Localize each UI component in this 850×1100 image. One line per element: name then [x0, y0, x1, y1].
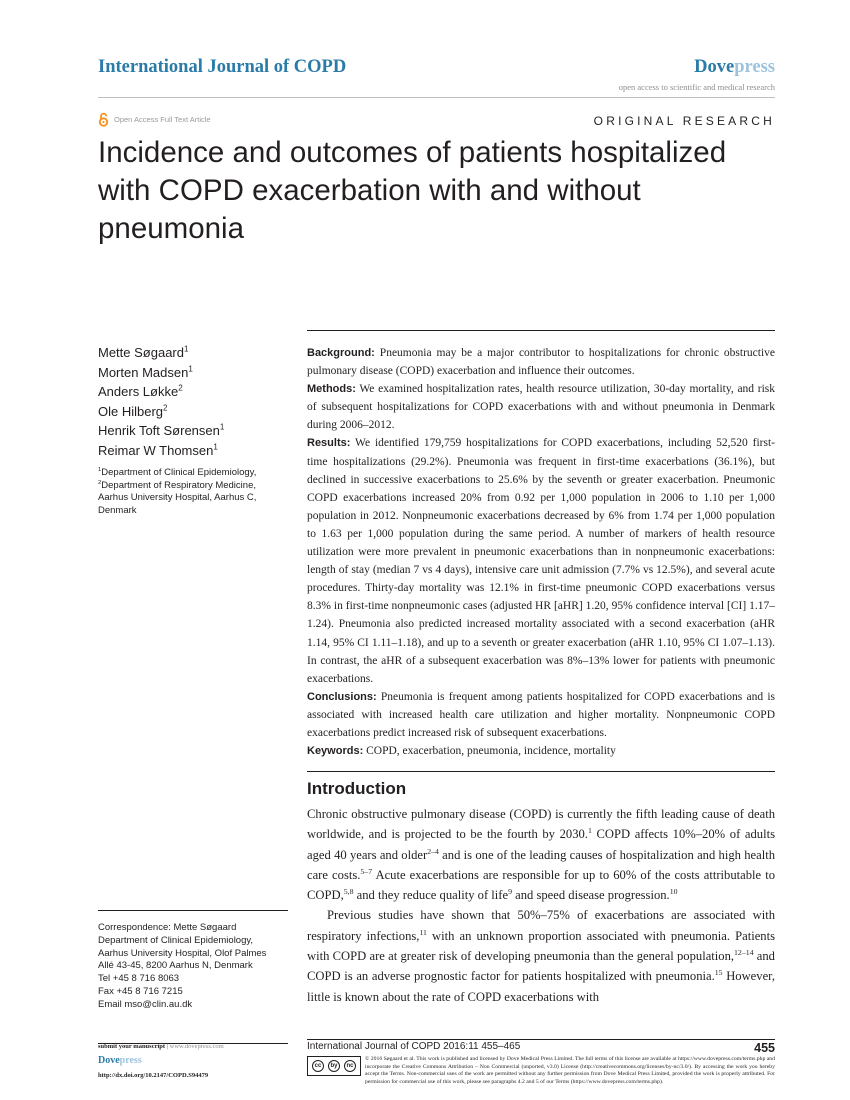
affiliations: $^1$Department of Clinical Epidemiology, $^2$Department of Respiratory Medicine, Aarhus University Hospital, Aarhus C, Denmark — [98, 466, 257, 516]
introduction-paragraph: Chronic obstructive pulmonary disease (COPD) is currently the fifth leading cause of death worldwide, and is projected to be the fourth by 2030.$^1$ COPD affects 10%–20% of adults aged 40 years and older$^{2-4}$ and is one of the leading causes of hospitalization and high health care costs.$^{5-7}$ Acute exacerbations are responsible for up to 60% of the costs attributable to COPD,$^{5,8}$ and they reduce quality of life$^9$ and speed disease progression.$^{10}$ — [307, 807, 776, 903]
author: Ole Hilberg$^2$ — [98, 403, 168, 419]
correspondence-line: Correspondence: Mette Søgaard — [98, 922, 237, 933]
correspondence-line: Allé 43-45, 8200 Aarhus N, Denmark — [98, 960, 253, 972]
article-title: Incidence and outcomes of patients hospitalized with COPD exacerbation with and without pneumonia — [98, 136, 727, 245]
publisher-tagline: open access to scientific and medical research — [618, 82, 775, 92]
open-access-lock-icon — [98, 112, 109, 127]
correspondence-block — [98, 922, 298, 1012]
section-heading-introduction: Introduction — [307, 779, 407, 798]
article-type: ORIGINAL RESEARCH — [593, 114, 775, 128]
author-list — [98, 343, 224, 460]
abstract-methods: Methods: We examined hospitalization rates, health resource utilization, 30-day mortality, and risk of subsequent hospitalizations for COPD exacerbations with and without pneumonia in Denmark during 2006–2012. — [307, 383, 775, 432]
open-access-label: Open Access Full Text Article — [114, 115, 211, 124]
header-divider — [98, 97, 775, 98]
author: Mette Søgaard$^1$ — [98, 344, 189, 360]
correspondence-phone: Tel +45 8 716 8063 — [98, 973, 180, 985]
page-number: 455 — [754, 1041, 775, 1055]
correspondence-rule — [98, 910, 288, 911]
footer-publisher-logo[interactable]: Dovepress — [98, 1055, 142, 1066]
publisher-logo[interactable] — [694, 57, 775, 78]
abstract-keywords: Keywords: COPD, exacerbation, pneumonia, incidence, mortality — [307, 745, 616, 758]
author: Reimar W Thomsen$^1$ — [98, 442, 218, 458]
abstract-background: Background: Pneumonia may be a major contributor to hospitalizations for chronic obstructive pulmonary disease (COPD) exacerbation and influence their outcomes. — [307, 347, 775, 378]
author: Henrik Toft Sørensen$^1$ — [98, 422, 225, 438]
footer-citation: International Journal of COPD 2016:11 455–465 — [307, 1041, 521, 1052]
introduction-body — [307, 804, 775, 1007]
abstract-conclusions: Conclusions: Pneumonia is frequent among patients hospitalized for COPD exacerbations and is associated with increased health care utilization and higher mortality. Nonpneumonic COPD exacerbations predict increased risk of subsequent exacerbations. — [307, 690, 775, 739]
journal-title[interactable]: International Journal of COPD — [98, 57, 347, 77]
correspondence-email[interactable]: Email mso@clin.au.dk — [98, 998, 193, 1010]
correspondence-line: Aarhus University Hospital, Olof Palmes — [98, 947, 267, 959]
introduction-paragraph: Previous studies have shown that 50%–75% of exacerbations are associated with respiratory infections,$^{11}$ with an unknown proportion associated with pneumonia. Patients with COPD are at greater risk of developing pneumonia than the general population,$^{12-14}$ and COPD is an adverse prognostic factor for patients hospitalized with pneumonia.$^{15}$ However, little is known about the rate of COPD exacerbations with — [307, 908, 775, 1004]
license-text: © 2016 Søgaard et al. This work is published and licensed by Dove Medical Press Limited. The full terms of this license are available at https://www.dovepress.com/terms.php and incorporate the Creative Commons Attribution – Non Commercial (unported, v3.0) License (http://creativecommons.org/licenses/by-nc/3.0/). By accessing the work you hereby accept the Terms. Non-commercial uses of the work are permitted without any further permission from Dove Medical Press Limited, provided the work is properly attributed. For permission for commercial use of this work, please see paragraphs 4.2 and 5 of our Terms (https://www.dovepress.com/terms.php). — [365, 1056, 775, 1085]
cc-nc-icon: nc — [344, 1060, 356, 1072]
author: Morten Madsen$^1$ — [98, 364, 193, 380]
doi-link[interactable]: http://dx.doi.org/10.2147/COPD.S94479 — [98, 1072, 209, 1079]
correspondence-fax: Fax +45 8 716 7215 — [98, 985, 183, 997]
cc-icon: cc — [312, 1060, 324, 1072]
publisher-logo-part1: Dove — [694, 57, 735, 77]
author: Anders Løkke$^2$ — [98, 383, 183, 399]
creative-commons-license-icon[interactable] — [307, 1056, 361, 1076]
cc-by-icon: by — [328, 1060, 340, 1072]
abstract — [307, 344, 775, 760]
abstract-results: Results: We identified 179,759 hospitalizations for COPD exacerbations, including 52,520 first-time hospitalizations (29.2%). Pneumonia was frequent in first-time exacerbations (36.1%), but declined in successive exacerbations to 25.6% by the seventh or greater exacerbation. Pneumonic COPD exacerbations increased 20% from 0.92 per 1,000 population in 2006 to 1.10 per 1,000 population in 2012. Nonpneumonic exacerbations decreased by 6% from 1.74 per 1,000 population to 1.63 per 1,000 population during the same period. A number of markers of health resource utilization were more prevalent in pneumonic exacerbations than in nonpneumonic exacerbations: length of stay (median 7 vs 4 days), intensive care unit admission (7.7% vs 12.5%), and several acute procedures. Thirty-day mortality was 12.1% in first-time pneumonic COPD exacerbations versus 8.3% in first-time nonpneumonic cases (adjusted HR [aHR] 1.20, 95% confidence interval [CI] 1.17–1.24). Pneumonia also predicted increased mortality associated with a second exacerbation (aHR 1.14, 95% CI 1.11–1.18), and up to a seventh or greater exacerbation (aHR 1.10, 95% CI 1.07–1.13). In contrast, the aHR of a subsequent exacerbation was 8%–13% lower for patients with pneumonic exacerbations. — [307, 437, 775, 685]
publisher-logo-part2: press — [734, 57, 775, 77]
abstract-top-rule — [307, 330, 775, 331]
correspondence-line: Department of Clinical Epidemiology, — [98, 934, 254, 946]
submit-manuscript-link[interactable]: submit your manuscript | www.dovepress.com — [98, 1043, 224, 1050]
abstract-bottom-rule — [307, 771, 775, 772]
footer-right-rule — [307, 1039, 775, 1040]
open-access-badge — [98, 112, 211, 127]
